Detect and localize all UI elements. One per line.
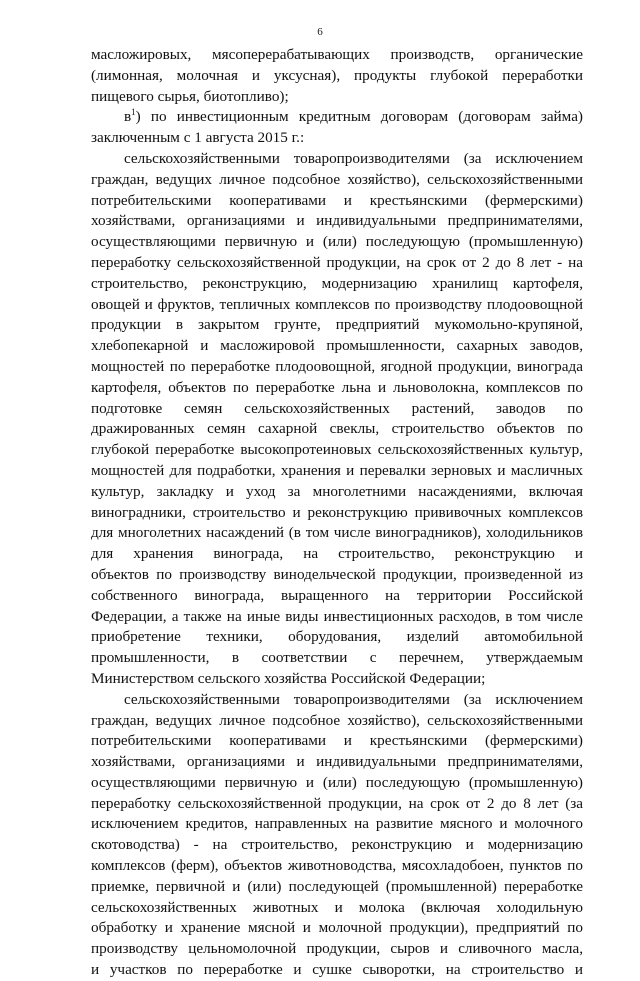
text-line: виноградники, строительство и реконструкцию прививочных комплексов bbox=[91, 503, 583, 521]
text-line: объектов по производству винодельческой продукции, произведенной из bbox=[91, 565, 583, 583]
text-line: хлебопекарной и масложировой промышленности, сахарных заводов, bbox=[91, 337, 583, 355]
text-line: (лимонная, молочная и уксусная), продукты глубокой переработки bbox=[91, 66, 583, 84]
text-line: и участков по переработке и сушке сыворотки, на строительство и bbox=[91, 961, 583, 979]
text-line: подготовке семян сельскохозяйственных растений, заводов по bbox=[91, 399, 583, 417]
text-line: продукции в закрытом грунте, предприятий мукомольно-крупяной, bbox=[91, 316, 583, 334]
text-line: собственного винограда, выращенного на территории Российской bbox=[91, 586, 583, 604]
line-text: ) по инвестиционным кредитным договорам (договорам займа) bbox=[135, 108, 583, 126]
text-line: мощностей для подработки, хранения и перевалки зерновых и масличных bbox=[91, 461, 583, 479]
text-line: культур, закладку и уход за многолетними насаждениями, включая bbox=[91, 482, 583, 500]
text-line: заключенным с 1 августа 2015 г.: bbox=[91, 129, 305, 147]
text-line: пищевого сырья, биотопливо); bbox=[91, 87, 289, 105]
text-line: осуществляющими первичную и (или) последующую (промышленную) bbox=[91, 773, 583, 791]
text-line: масложировых, мясоперерабатывающих производств, органические bbox=[91, 46, 583, 63]
text-line: обработку и хранение мясной и молочной продукции), предприятий по bbox=[91, 919, 583, 937]
text-line: скотоводства) - на строительство, реконструкцию и модернизацию bbox=[91, 836, 583, 854]
text-line bbox=[91, 107, 583, 128]
text-line: граждан, ведущих личное подсобное хозяйство), сельскохозяйственными bbox=[91, 711, 583, 729]
text-line: осуществляющими первичную и (или) последующую (промышленную) bbox=[91, 233, 583, 251]
text-line: приемке, первичной и (или) последующей (промышленной) переработке bbox=[91, 877, 583, 895]
text-line: дражированных семян сахарной свеклы, строительство объектов по bbox=[91, 420, 583, 438]
text-line: сельскохозяйственными товаропроизводителями (за исключением bbox=[124, 690, 583, 708]
text-line: сельскохозяйственных животных и молока (включая холодильную bbox=[91, 898, 583, 916]
footnote-superscript: 1 bbox=[131, 107, 136, 118]
text-line: картофеля, объектов по переработке льна и льноволокна, комплексов по bbox=[91, 378, 583, 396]
text-line: Федерации, а также на иные виды инвестиционных расходов, в том числе bbox=[91, 607, 583, 625]
page-number: 6 bbox=[317, 26, 323, 38]
list-marker: в bbox=[124, 108, 132, 126]
text-line: производству цельномолочной продукции, сыров и сливочного масла, bbox=[91, 940, 583, 958]
text-line: переработку сельскохозяйственной продукции, на срок от 2 до 8 лет (за bbox=[91, 794, 583, 812]
text-line: приобретение техники, оборудования, изделий автомобильной bbox=[91, 628, 583, 646]
text-line: граждан, ведущих личное подсобное хозяйство), сельскохозяйственными bbox=[91, 170, 583, 188]
text-line: для многолетних насаждений (в том числе виноградников), холодильников bbox=[91, 524, 583, 542]
text-line: комплексов (ферм), объектов животноводства, мясохладобоен, пунктов по bbox=[91, 857, 583, 875]
text-line: Министерством сельского хозяйства Российской Федерации; bbox=[91, 669, 486, 687]
text-line: хозяйствами, организациями и индивидуальными предпринимателями, bbox=[91, 753, 583, 771]
text-line: переработку сельскохозяйственной продукции, на срок от 2 до 8 лет - на bbox=[91, 253, 583, 271]
document-body bbox=[91, 45, 583, 981]
text-line: потребительскими кооперативами и крестьянскими (фермерскими) bbox=[91, 191, 583, 209]
text-line: промышленности, в соответствии с перечнем, утверждаемым bbox=[91, 649, 583, 667]
text-line: овощей и фруктов, тепличных комплексов по производству плодоовощной bbox=[91, 295, 583, 313]
text-line: хозяйствами, организациями и индивидуальными предпринимателями, bbox=[91, 212, 583, 230]
text-line: исключением кредитов, направленных на развитие мясного и молочного bbox=[91, 815, 583, 833]
text-line: глубокой переработке высокопротеиновых сельскохозяйственных культур, bbox=[91, 441, 583, 459]
text-line: мощностей по переработке плодоовощной, ягодной продукции, винограда bbox=[91, 357, 583, 375]
text-line: потребительскими кооперативами и крестьянскими (фермерскими) bbox=[91, 732, 583, 750]
text-line: строительство, реконструкцию, модернизацию хранилищ картофеля, bbox=[91, 274, 583, 292]
text-line: для хранения винограда, на строительство, реконструкцию и bbox=[91, 545, 583, 563]
text-line: сельскохозяйственными товаропроизводителями (за исключением bbox=[124, 149, 583, 167]
